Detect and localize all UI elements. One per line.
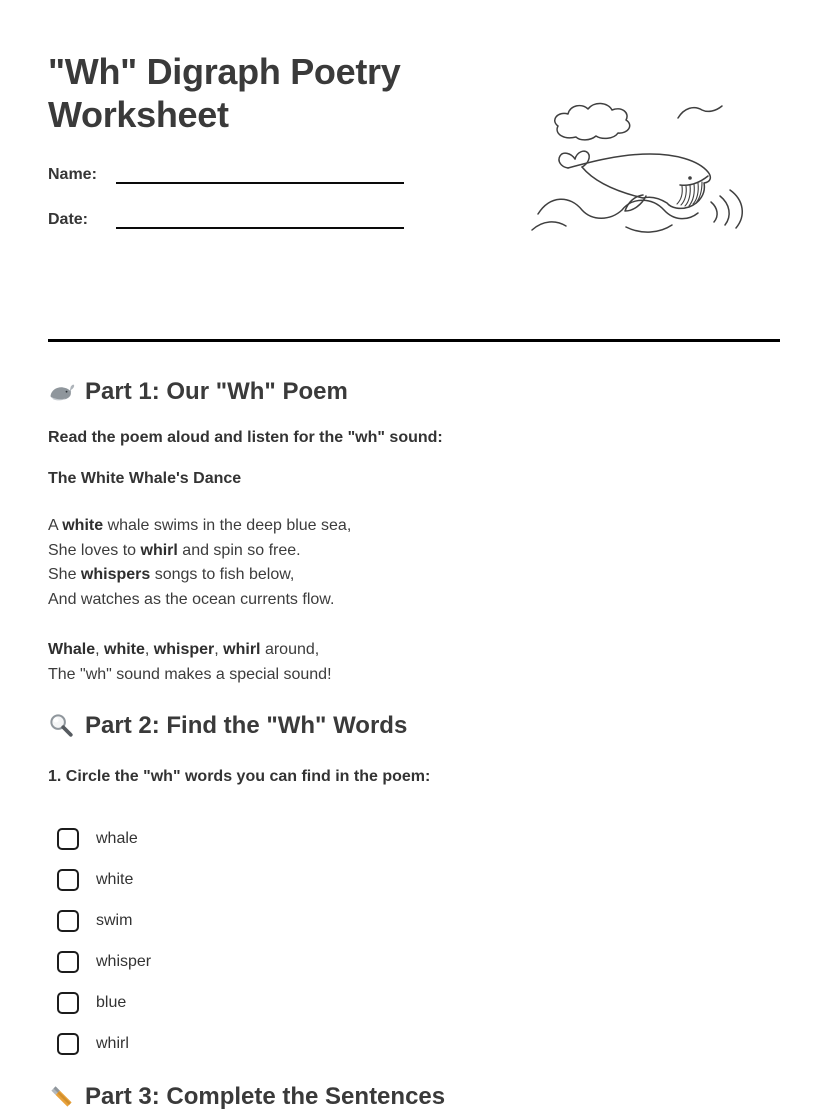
word-label: white xyxy=(96,871,134,889)
crayon-icon xyxy=(48,1083,75,1110)
part1-instruction: Read the poem aloud and listen for the "wh" sound: xyxy=(48,429,443,446)
page-title: "Wh" Digraph Poetry Worksheet xyxy=(48,51,401,135)
word-checkbox[interactable] xyxy=(57,992,79,1014)
word-checklist xyxy=(48,828,780,1056)
checklist-item-whale xyxy=(57,828,780,851)
checklist-item-swim xyxy=(57,910,780,933)
word-checkbox[interactable] xyxy=(57,951,79,973)
wave-line xyxy=(538,199,698,218)
word-checkbox[interactable] xyxy=(57,1033,79,1055)
part2-instruction: 1. Circle the "wh" words you can find in the poem: xyxy=(48,767,431,785)
poem-title: The White Whale's Dance xyxy=(48,470,242,487)
poem-line: And watches as the ocean currents flow. xyxy=(48,590,335,608)
checklist-item-whisper xyxy=(57,951,780,974)
checklist-item-whirl xyxy=(57,1033,780,1056)
poem-line: She loves to whirl and spin so free. xyxy=(48,541,301,559)
part1-heading xyxy=(48,377,780,407)
name-label: Name: xyxy=(48,166,97,183)
word-label: whale xyxy=(96,830,138,848)
word-checkbox[interactable] xyxy=(57,910,79,932)
poem-line: She whispers songs to fish below, xyxy=(48,566,295,584)
poem-line: Whale, white, whisper, whirl around, xyxy=(48,641,320,659)
word-label: swim xyxy=(96,912,133,930)
word-checkbox[interactable] xyxy=(57,828,79,850)
word-label: whisper xyxy=(96,953,152,971)
checklist-item-blue xyxy=(57,992,780,1015)
section-divider xyxy=(48,339,780,342)
checklist-item-white xyxy=(57,869,780,892)
part1-heading-text: Part 1: Our "Wh" Poem xyxy=(85,378,348,405)
whale-illustration xyxy=(530,92,795,237)
word-checkbox[interactable] xyxy=(57,869,79,891)
cloud-shape xyxy=(555,103,630,139)
part3-heading xyxy=(48,1082,780,1112)
poem-line: The "wh" sound makes a special sound! xyxy=(48,665,332,683)
word-label: whirl xyxy=(96,1035,129,1053)
magnifier-icon xyxy=(48,712,75,739)
date-write-line xyxy=(116,207,404,229)
wind-squiggle xyxy=(678,106,722,118)
name-write-line xyxy=(116,162,404,184)
part3-heading-text: Part 3: Complete the Sentences xyxy=(85,1082,446,1110)
date-label: Date: xyxy=(48,211,89,228)
poem-stanza-1 xyxy=(48,514,780,612)
part2-heading xyxy=(48,711,780,741)
whale-icon xyxy=(48,379,75,406)
word-label: blue xyxy=(96,994,127,1012)
poem-stanza-2 xyxy=(48,638,780,687)
poem-line: A white whale swims in the deep blue sea, xyxy=(48,517,352,534)
part2-heading-text: Part 2: Find the "Wh" Words xyxy=(85,711,408,739)
